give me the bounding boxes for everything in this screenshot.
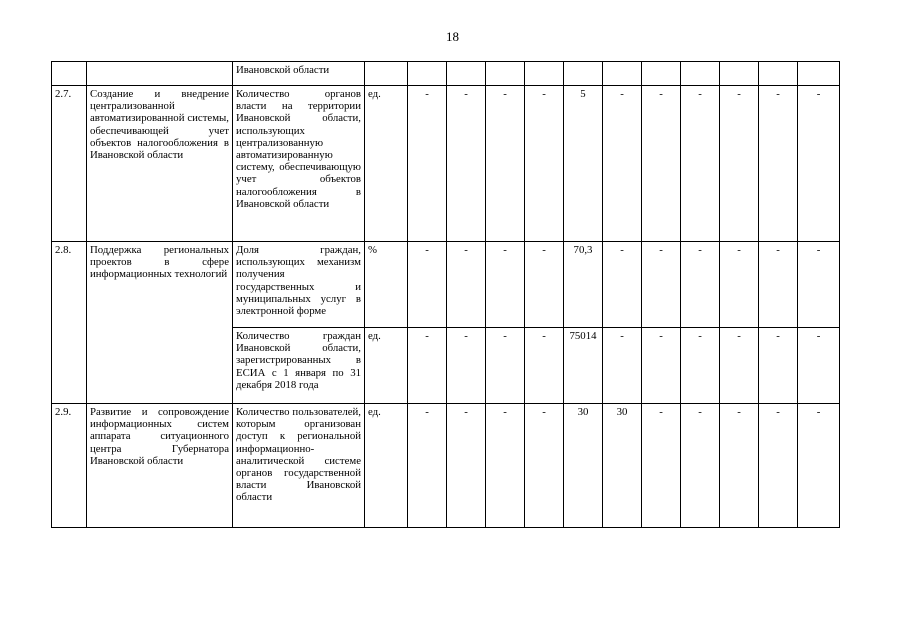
value-cell: - [798, 404, 840, 528]
value-cell: - [408, 242, 447, 328]
table-row [52, 62, 840, 86]
value-cell: - [486, 242, 525, 328]
value-cell: - [798, 86, 840, 242]
value-cell: - [681, 404, 720, 528]
unit-cell: ед. [365, 86, 408, 242]
value-cell: 75014 [564, 328, 603, 404]
num-cell: 2.8. [52, 242, 87, 404]
num-cell: 2.9. [52, 404, 87, 528]
table-row [52, 86, 840, 242]
value-cell: - [759, 86, 798, 242]
value-cell [759, 62, 798, 86]
value-cell: - [798, 242, 840, 328]
value-cell [486, 62, 525, 86]
value-cell: - [720, 86, 759, 242]
value-cell: - [798, 328, 840, 404]
value-cell: - [759, 404, 798, 528]
value-cell: - [447, 86, 486, 242]
value-cell: - [525, 404, 564, 528]
indicators-table [51, 61, 840, 528]
value-cell: - [720, 404, 759, 528]
value-cell: 70,3 [564, 242, 603, 328]
name-cell [87, 62, 233, 86]
value-cell [525, 62, 564, 86]
value-cell: - [408, 328, 447, 404]
value-cell: - [447, 328, 486, 404]
value-cell: - [447, 404, 486, 528]
value-cell: - [603, 328, 642, 404]
value-cell: - [603, 242, 642, 328]
indicator-cell: Ивановской области [233, 62, 365, 86]
num-cell: 2.7. [52, 86, 87, 242]
value-cell: - [486, 404, 525, 528]
value-cell: - [408, 404, 447, 528]
indicator-cell: Количество органов власти на территории Ивановской области, использующих централизованную автоматизированную систему, обеспечивающую учет объектов налогообложения в Ивановской области [233, 86, 365, 242]
table-row [52, 242, 840, 328]
value-cell: - [681, 242, 720, 328]
unit-cell [365, 62, 408, 86]
indicator-cell: Количество граждан Ивановской области, зарегистрированных в ЕСИА с 1 января по 31 декабря 2018 года [233, 328, 365, 404]
indicator-cell: Доля граждан, использующих механизм получения государственных и муниципальных услуг в электронной форме [233, 242, 365, 328]
value-cell [564, 62, 603, 86]
value-cell: - [447, 242, 486, 328]
value-cell: - [486, 86, 525, 242]
unit-cell: % [365, 242, 408, 328]
value-cell [603, 62, 642, 86]
value-cell: - [642, 242, 681, 328]
value-cell: - [408, 86, 447, 242]
value-cell: - [486, 328, 525, 404]
value-cell [447, 62, 486, 86]
value-cell: - [720, 328, 759, 404]
page-number: 18 [446, 29, 459, 44]
value-cell: 30 [603, 404, 642, 528]
value-cell [642, 62, 681, 86]
value-cell [720, 62, 759, 86]
value-cell: - [759, 328, 798, 404]
value-cell: - [720, 242, 759, 328]
name-cell: Развитие и сопровождение информационных систем аппарата ситуационного центра Губернатора Ивановской области [87, 404, 233, 528]
value-cell: - [525, 328, 564, 404]
value-cell: - [642, 86, 681, 242]
value-cell [408, 62, 447, 86]
value-cell: 5 [564, 86, 603, 242]
value-cell: - [642, 328, 681, 404]
num-cell [52, 62, 87, 86]
value-cell: - [642, 404, 681, 528]
value-cell: - [681, 86, 720, 242]
table-row [52, 404, 840, 528]
unit-cell: ед. [365, 404, 408, 528]
value-cell: - [759, 242, 798, 328]
unit-cell: ед. [365, 328, 408, 404]
value-cell [681, 62, 720, 86]
indicator-cell: Количество пользователей, которым организован доступ к региональной информационно-аналитической системе органов государственной власти Ивановской области [233, 404, 365, 528]
value-cell [798, 62, 840, 86]
name-cell: Поддержка региональных проектов в сфере информационных технологий [87, 242, 233, 404]
value-cell: 30 [564, 404, 603, 528]
value-cell: - [525, 86, 564, 242]
value-cell: - [681, 328, 720, 404]
value-cell: - [525, 242, 564, 328]
name-cell: Создание и внедрение централизованной автоматизированной системы, обеспечивающей учет объектов налогообложения в Ивановской области [87, 86, 233, 242]
value-cell: - [603, 86, 642, 242]
